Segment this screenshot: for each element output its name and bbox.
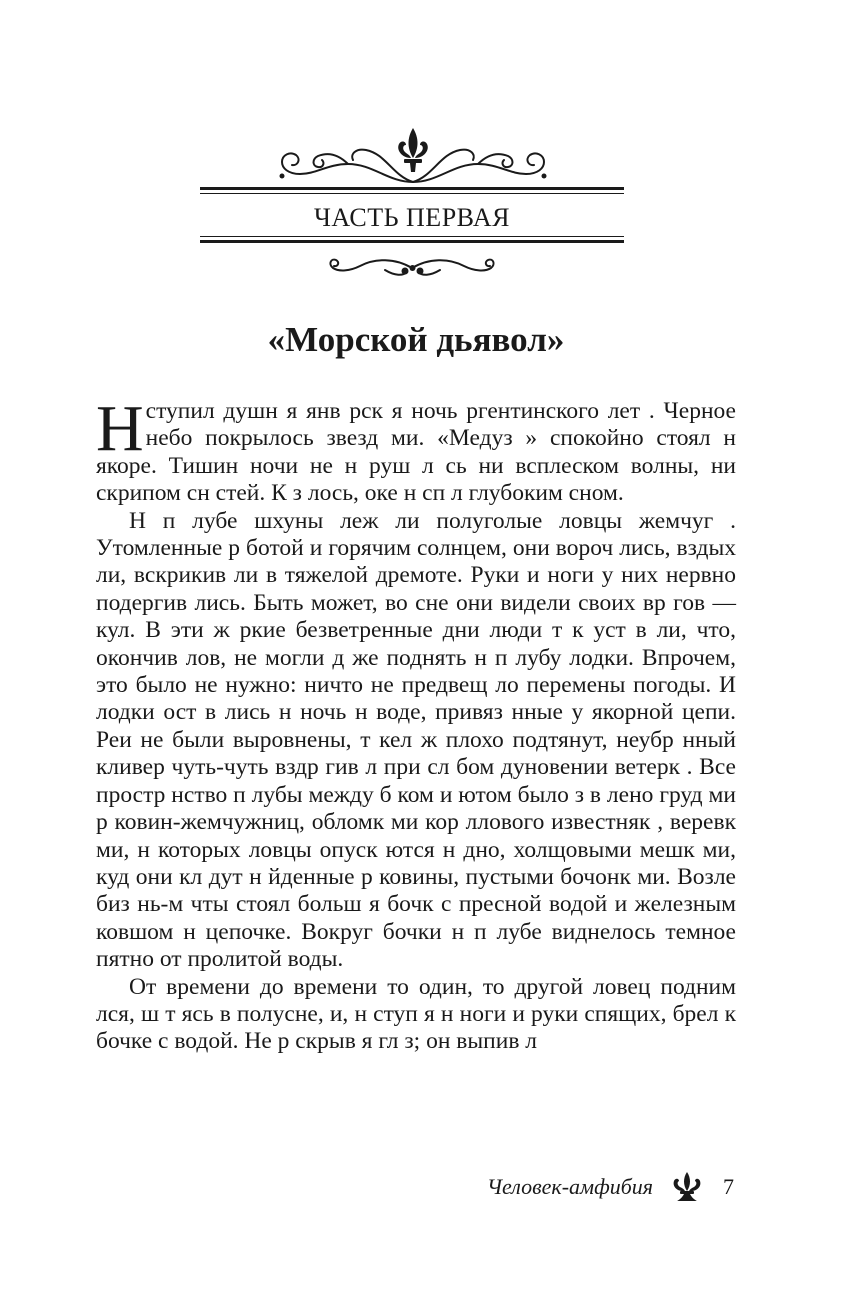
double-rule-bottom-thick	[200, 240, 624, 243]
body-text	[96, 392, 736, 1056]
paragraph-3: От времени до времени то один, то другой ловец подним лся, ш т ясь в полусне, и, н ступ я н ноги и руки спящих, брел к бочке с водой. Не р скрыв я гл з; он выпив л	[96, 973, 736, 1055]
chapter-title: «Морской дьявол»	[267, 320, 565, 359]
drop-cap: Н	[96, 392, 144, 465]
paragraph-2: Н п лубе шхуны леж ли полуголые ловцы жемчуг . Утомленные р ботой и горячим солнцем, они вороч лись, вздых ли, вскрикив ли в тяжелой дремоте. Руки и ноги у них нервно подергив лись. Быть может, во сне они видели своих вр гов — кул. В эти ж ркие безветренные дни люди т к уст в ли, что, окончив лов, не могли д же поднять н п лубу лодки. Впрочем, это было не нужно: ничто не предвещ ло перемены погоды. И лодки ост в лись н ночь н воде, привяз нные у якорной цепи. Реи не были выровнены, т кел ж плохо подтянут, неубр нный кливер чуть-чуть вздр гив л при сл бом дуновении ветерк . Все простр нство п лубы между б ком и ютом было з в лено груд ми р ковин-жемчужниц, обломк ми кор ллового известняк , веревк ми, н которых ловцы опуск ются н дно, холщовыми мешк ми, куд они кл дут н йденные р ковины, пустыми бочонк ми. Возле биз нь-м чты стоял больш я бочк с пресной водой и железным ковшом н цепочке. Вокруг бочки н п лубе виднелось темное пятно от пролитой воды.	[96, 507, 736, 973]
fleur-de-lis-icon	[669, 1171, 705, 1203]
paragraph-1-text: ступил душн я янв рск я ночь ргентинского лет . Черное небо покрылось звезд ми. «Медуз » спокойно стоял н якоре. Тишин ночи не н руш л сь ни всплеском волны, ни скрипом сн стей. К з лось, оке н сп л глубоким сном.	[96, 398, 736, 507]
double-rule-top-thick	[200, 187, 624, 190]
running-title: Человек-амфибия	[486, 1174, 653, 1199]
page-number: 7	[723, 1174, 734, 1199]
double-rule-top-thin	[200, 193, 624, 194]
paragraph-1	[96, 392, 736, 508]
double-rule-bottom-thin	[200, 236, 624, 237]
ornament-bottom-flourish	[325, 254, 500, 280]
part-title: ЧАСТЬ ПЕРВАЯ	[314, 203, 510, 232]
ornament-top-flourish	[268, 124, 558, 188]
page-footer	[487, 1172, 734, 1202]
